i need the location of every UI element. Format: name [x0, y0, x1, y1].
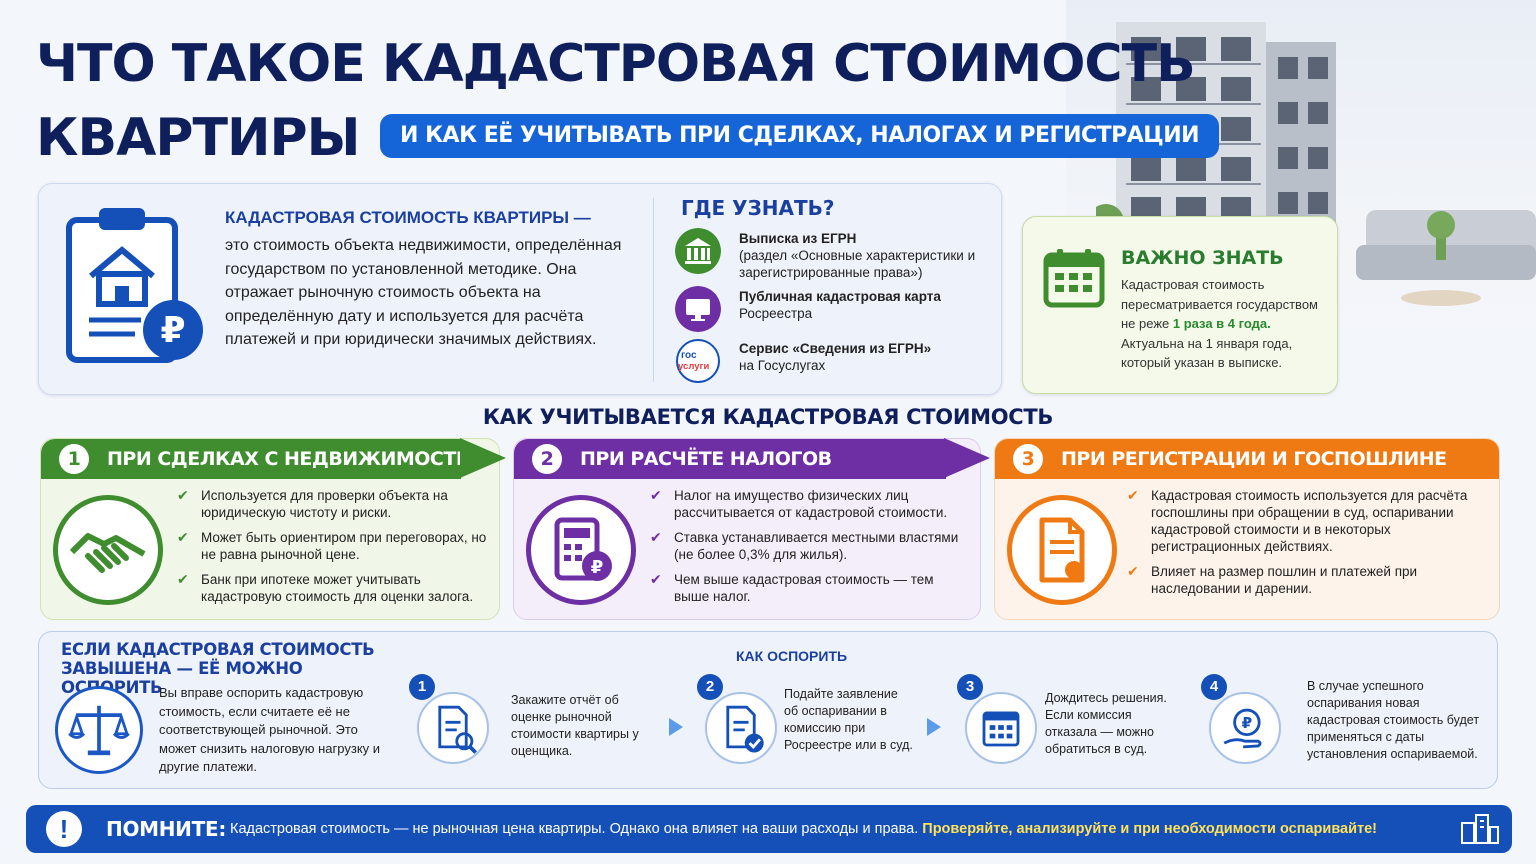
- dispute-step-3-text: Дождитесь решения. Если комиссия отказала — можно обратиться в суд.: [1045, 691, 1167, 756]
- important-title: ВАЖНО ЗНАТЬ: [1121, 247, 1284, 269]
- definition-text: это стоимость объекта недвижимости, определённая государством по установленной методике. Она отражает рыночную стоимость объекта на определённую дату и используется для расчёта платежей и при юридически значимых действиях.: [225, 237, 622, 348]
- list-item: ✔ Влияет на размер пошлин и платежей при наследовании и дарении.: [1125, 563, 1481, 597]
- buildings-icon: [1460, 813, 1500, 845]
- dispute-text: Вы вправе оспорить кадастровую стоимость, если считаете её не соответствующей рыночной. Это может снизить налоговую нагрузку и другие платежи.: [159, 685, 381, 774]
- list-item: ✔ Используется для проверки объекта на юридическую чистоту и риски.: [175, 487, 489, 521]
- remember-label: ПОМНИТЕ:: [106, 817, 227, 841]
- dispute-step-2: 2 Подайте заявление об оспаривании в комиссию при Росреестре или в суд.: [697, 674, 947, 784]
- document-search-icon: [417, 692, 489, 764]
- arrow-right-icon: [944, 438, 990, 478]
- page-title-line-1: ЧТО ТАКОЕ КАДАСТРОВАЯ СТОИМОСТЬ: [36, 34, 1195, 94]
- definition-title: КАДАСТРОВАЯ СТОИМОСТЬ КВАРТИРЫ —: [225, 208, 591, 227]
- where-item-map-text: Росреестра: [739, 306, 813, 321]
- list-item: ✔ Банк при ипотеке может учитывать кадастровую стоимость для оценки залога.: [175, 571, 489, 605]
- dispute-step-4-text: В случае успешного оспаривания новая кадастровая стоимость будет применяться с даты установления оспариваемой.: [1307, 679, 1480, 761]
- important-card: [1022, 216, 1338, 394]
- document-check-icon: [705, 692, 777, 764]
- list-item: ✔ Ставка устанавливается местными властями (не более 0,3% для жилья).: [648, 529, 968, 563]
- where-title: ГДЕ УЗНАТЬ?: [681, 196, 835, 220]
- arrow-right-icon: [460, 438, 506, 478]
- handshake-icon: [53, 495, 163, 605]
- step-header-deals: 1 ПРИ СДЕЛКАХ С НЕДВИЖИМОСТЬЮ: [41, 439, 461, 479]
- step-card-taxes: [513, 438, 981, 620]
- definition-card: [38, 183, 1002, 395]
- step-list-taxes: [648, 487, 968, 613]
- where-item-gosuslugi-text: на Госуслугах: [739, 358, 826, 373]
- monitor-icon: [675, 286, 721, 332]
- calendar-icon: [965, 692, 1037, 764]
- remember-banner: [26, 805, 1512, 853]
- scales-icon: [55, 686, 143, 774]
- page-subtitle: И КАК ЕЁ УЧИТЫВАТЬ ПРИ СДЕЛКАХ, НАЛОГАХ И РЕГИСТРАЦИИ: [380, 114, 1219, 158]
- where-item-egrn-bold: Выписка из ЕГРН: [739, 231, 857, 246]
- dispute-step-1: 1 Закажите отчёт об оценке рыночной стоимости квартиры у оценщика.: [409, 674, 659, 784]
- bank-icon: [675, 228, 721, 274]
- remember-text: Кадастровая стоимость — не рыночная цена квартиры. Однако она влияет на ваши расходы и права. Проверяйте, анализируйте и при необходимости оспаривайте!: [230, 821, 1378, 837]
- svg-text:₽: ₽: [590, 557, 604, 578]
- clipboard-house-ruble-icon: [61, 202, 211, 372]
- list-item: ✔ Налог на имущество физических лиц рассчитывается от кадастровой стоимости.: [648, 487, 968, 521]
- where-item-egrn: [675, 228, 995, 278]
- list-item: ✔ Чем выше кадастровая стоимость — тем выше налог.: [648, 571, 968, 605]
- step-list-deals: [175, 487, 489, 613]
- ruble-hand-icon: [1209, 692, 1281, 764]
- exclamation-icon: !: [46, 811, 82, 847]
- svg-text:₽: ₽: [1241, 714, 1253, 732]
- dispute-step-4: 4 ₽ В случае успешного оспаривания новая кадастровая стоимость будет применяться с даты установления оспариваемой.: [1201, 674, 1491, 784]
- svg-text:₽: ₽: [160, 310, 186, 351]
- dispute-step-3: 3 Дождитесь решения. Если комиссия отказала — можно обратиться в суд.: [957, 674, 1207, 784]
- important-text: Кадастровая стоимость пересматривается государством не реже 1 раза в 4 года. Актуальна на 1 января года, который указан в выписке.: [1121, 277, 1318, 370]
- remember-highlight: Проверяйте, анализируйте и при необходимости оспаривайте!: [922, 821, 1378, 837]
- arrow-right-icon: [927, 718, 941, 736]
- where-item-map: [675, 286, 995, 336]
- arrow-right-icon: [669, 718, 683, 736]
- step-header-registration: 3 ПРИ РЕГИСТРАЦИИ И ГОСПОШЛИНЕ: [995, 439, 1499, 479]
- list-item: ✔ Кадастровая стоимость используется для расчёта госпошлины при обращении в суд, оспаривании кадастровой стоимости и в некоторых регистрационных действиях.: [1125, 487, 1481, 555]
- dispute-title: ЕСЛИ КАДАСТРОВАЯ СТОИМОСТЬ ЗАВЫШЕНА — ЕЁ МОЖНО ОСПОРИТЬ: [61, 640, 375, 697]
- dispute-step-1-text: Закажите отчёт об оценке рыночной стоимости квартиры у оценщика.: [511, 693, 639, 758]
- step-header-taxes: 2 ПРИ РАСЧЁТЕ НАЛОГОВ: [514, 439, 946, 479]
- divider: [653, 198, 654, 382]
- list-item: ✔ Может быть ориентиром при переговорах, но не равна рыночной цене.: [175, 529, 489, 563]
- how-section-title: КАК УЧИТЫВАЕТСЯ КАДАСТРОВАЯ СТОИМОСТЬ: [482, 405, 1054, 429]
- how-dispute-title: КАК ОСПОРИТЬ: [736, 648, 848, 664]
- where-item-gosuslugi: [675, 338, 995, 388]
- calculator-ruble-icon: [526, 495, 636, 605]
- dispute-step-2-text: Подайте заявление об оспаривании в комиссию при Росреестре или в суд.: [784, 687, 913, 752]
- svg-text:гос: гос: [681, 350, 697, 361]
- where-item-map-bold: Публичная кадастровая карта: [739, 289, 941, 304]
- gosuslugi-logo: [675, 338, 721, 384]
- step-list-registration: [1125, 487, 1481, 605]
- svg-text:услуги: услуги: [678, 361, 710, 372]
- where-item-gosuslugi-bold: Сервис «Сведения из ЕГРН»: [739, 341, 932, 356]
- where-item-egrn-text: (раздел «Основные характеристики и зарегистрированные права»): [739, 248, 976, 280]
- calendar-icon: [1043, 247, 1105, 309]
- page-title-line-2: КВАРТИРЫ: [36, 108, 360, 168]
- dispute-section: [38, 631, 1498, 789]
- important-highlight: 1 раза в 4 года.: [1172, 316, 1271, 331]
- sofa-image: [1346, 190, 1536, 310]
- certificate-icon: [1007, 495, 1117, 605]
- step-card-registration: [994, 438, 1500, 620]
- step-card-deals: [40, 438, 500, 620]
